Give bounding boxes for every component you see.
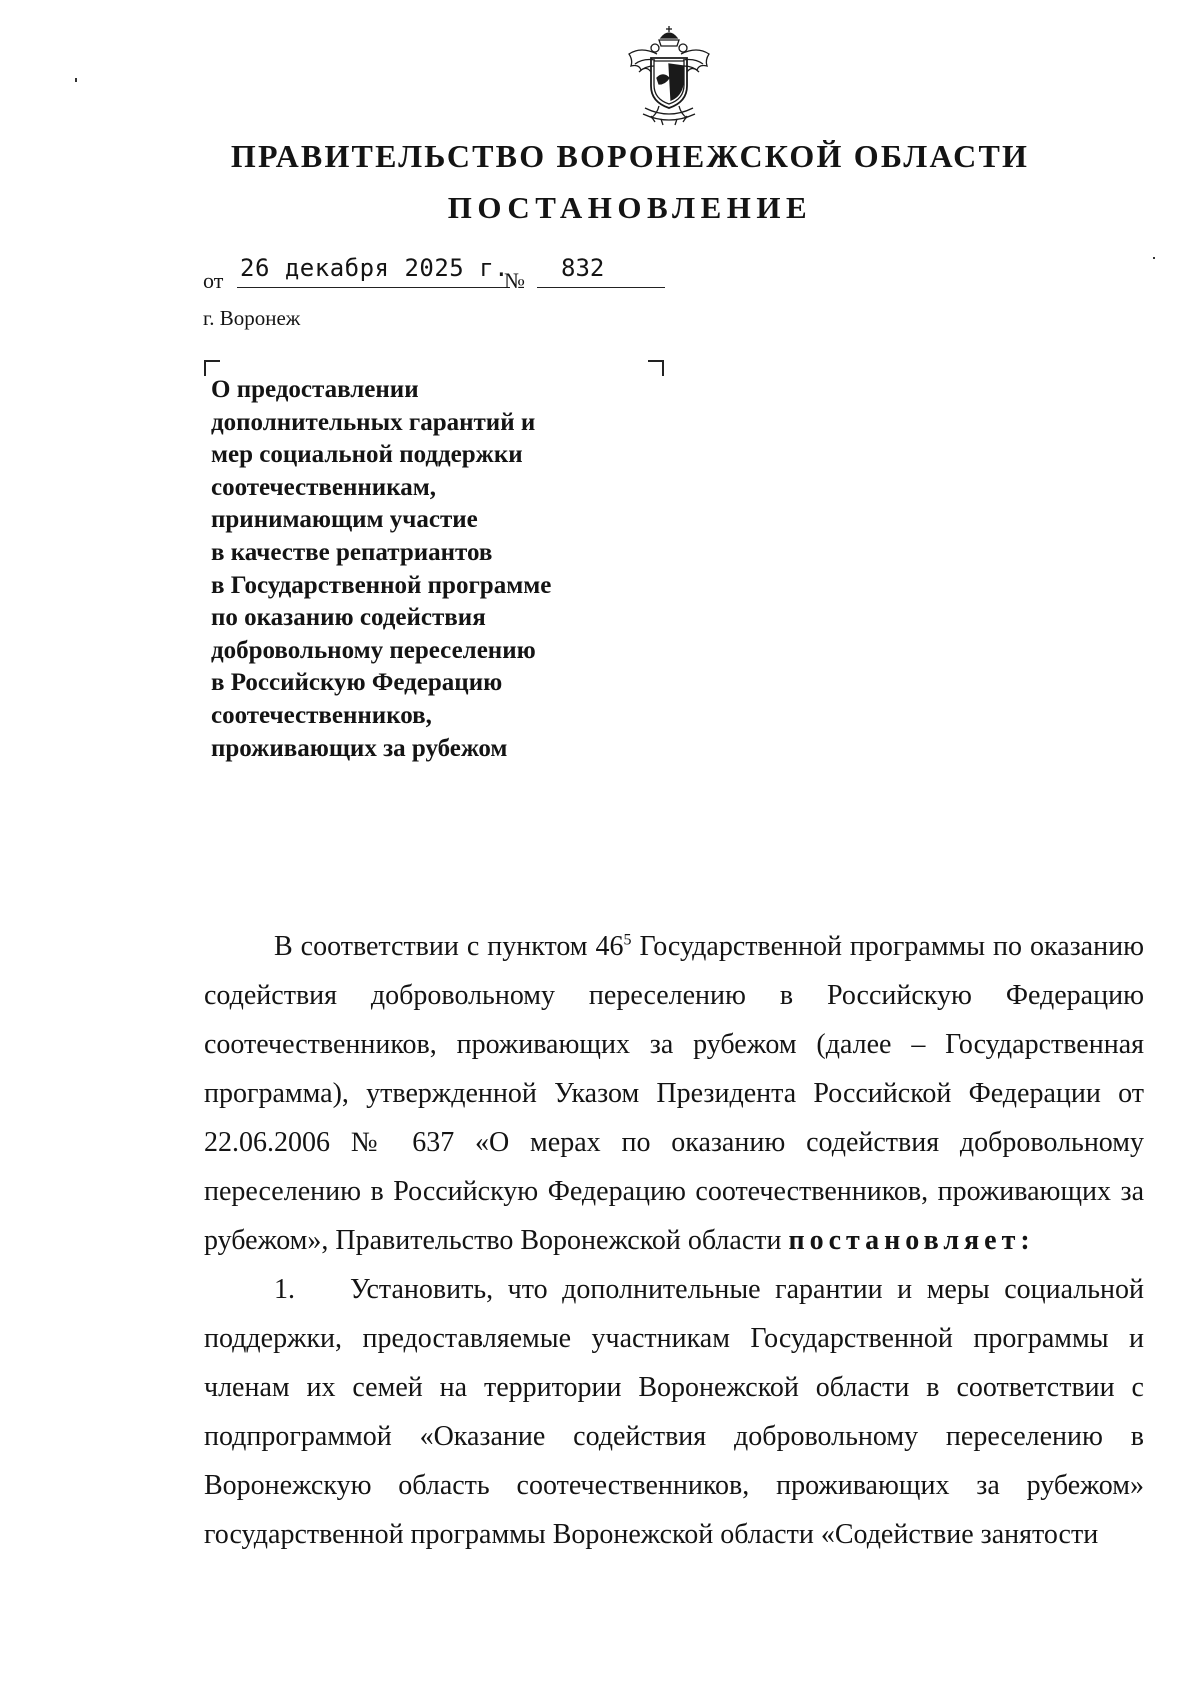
document-number: 832 bbox=[561, 254, 605, 282]
number-label: № bbox=[504, 268, 525, 293]
subject-line: О предоставлении bbox=[211, 376, 419, 403]
subject-line: по оказанию содействия bbox=[211, 604, 486, 632]
subject-line: соотечественникам, bbox=[211, 473, 437, 501]
number-underline bbox=[537, 287, 665, 288]
subject-line: в качестве репатриантов bbox=[211, 538, 493, 566]
preamble-paragraph bbox=[204, 922, 1144, 1265]
organization-title: ПРАВИТЕЛЬСТВО ВОРОНЕЖСКОЙ ОБЛАСТИ bbox=[230, 138, 1030, 174]
subject-line: дополнительных гарантий и bbox=[211, 408, 536, 436]
clause-1 bbox=[204, 1265, 1144, 1559]
subject-line: в Государственной программе bbox=[211, 571, 552, 599]
subject-line: добровольному переселению bbox=[211, 636, 536, 664]
subject-line: соотечественников, bbox=[211, 701, 432, 729]
from-label: от bbox=[203, 268, 224, 293]
document-body bbox=[204, 922, 1144, 1559]
date-underline bbox=[237, 287, 510, 288]
clause-text: Установить, что дополнительные гарантии и меры социальной поддержки, предоставляемые участникам Государственной программы и членам их семей на территории Воронежской области в соответствии с подпрограммой «Оказание содействия добровольному переселению в Воронежскую область соотечественников, проживающих за рубежом» государственной программы Воронежской области «Содействие занятости bbox=[204, 1274, 1144, 1550]
document-subject bbox=[211, 374, 651, 765]
scan-speck bbox=[75, 78, 77, 82]
decree-word: постановляет: bbox=[788, 1225, 1035, 1256]
subject-line: проживающих за рубежом bbox=[211, 734, 508, 762]
subject-line: принимающим участие bbox=[211, 506, 478, 534]
point-superscript: 5 bbox=[623, 931, 632, 949]
subject-line: мер социальной поддержки bbox=[211, 441, 523, 469]
subject-line: в Российскую Федерацию bbox=[211, 669, 503, 697]
preamble-text: Государственной программы по оказанию содействия добровольному переселению в Российскую Федерацию соотечественников, проживающих за рубежом (далее – Государственная программа), утвержденной Указом Президента Российской Федерации от 22.06.2006 № 637 «О мерах по оказанию содействия добровольному переселению в Российскую Федерацию соотечественников, проживающих за рубежом», Правительство Воронежской области bbox=[204, 931, 1144, 1256]
document-type-heading: ПОСТАНОВЛЕНИЕ bbox=[447, 190, 813, 225]
city-label: г. Воронеж bbox=[203, 306, 301, 330]
date-number-line bbox=[203, 254, 673, 294]
document-date: 26 декабря 2025 г. bbox=[240, 254, 510, 282]
coat-of-arms-icon bbox=[621, 24, 717, 128]
preamble-text-start: В соответствии с пунктом 46 bbox=[274, 931, 624, 962]
clause-number: 1. bbox=[274, 1274, 295, 1305]
scan-speck bbox=[1153, 257, 1155, 259]
